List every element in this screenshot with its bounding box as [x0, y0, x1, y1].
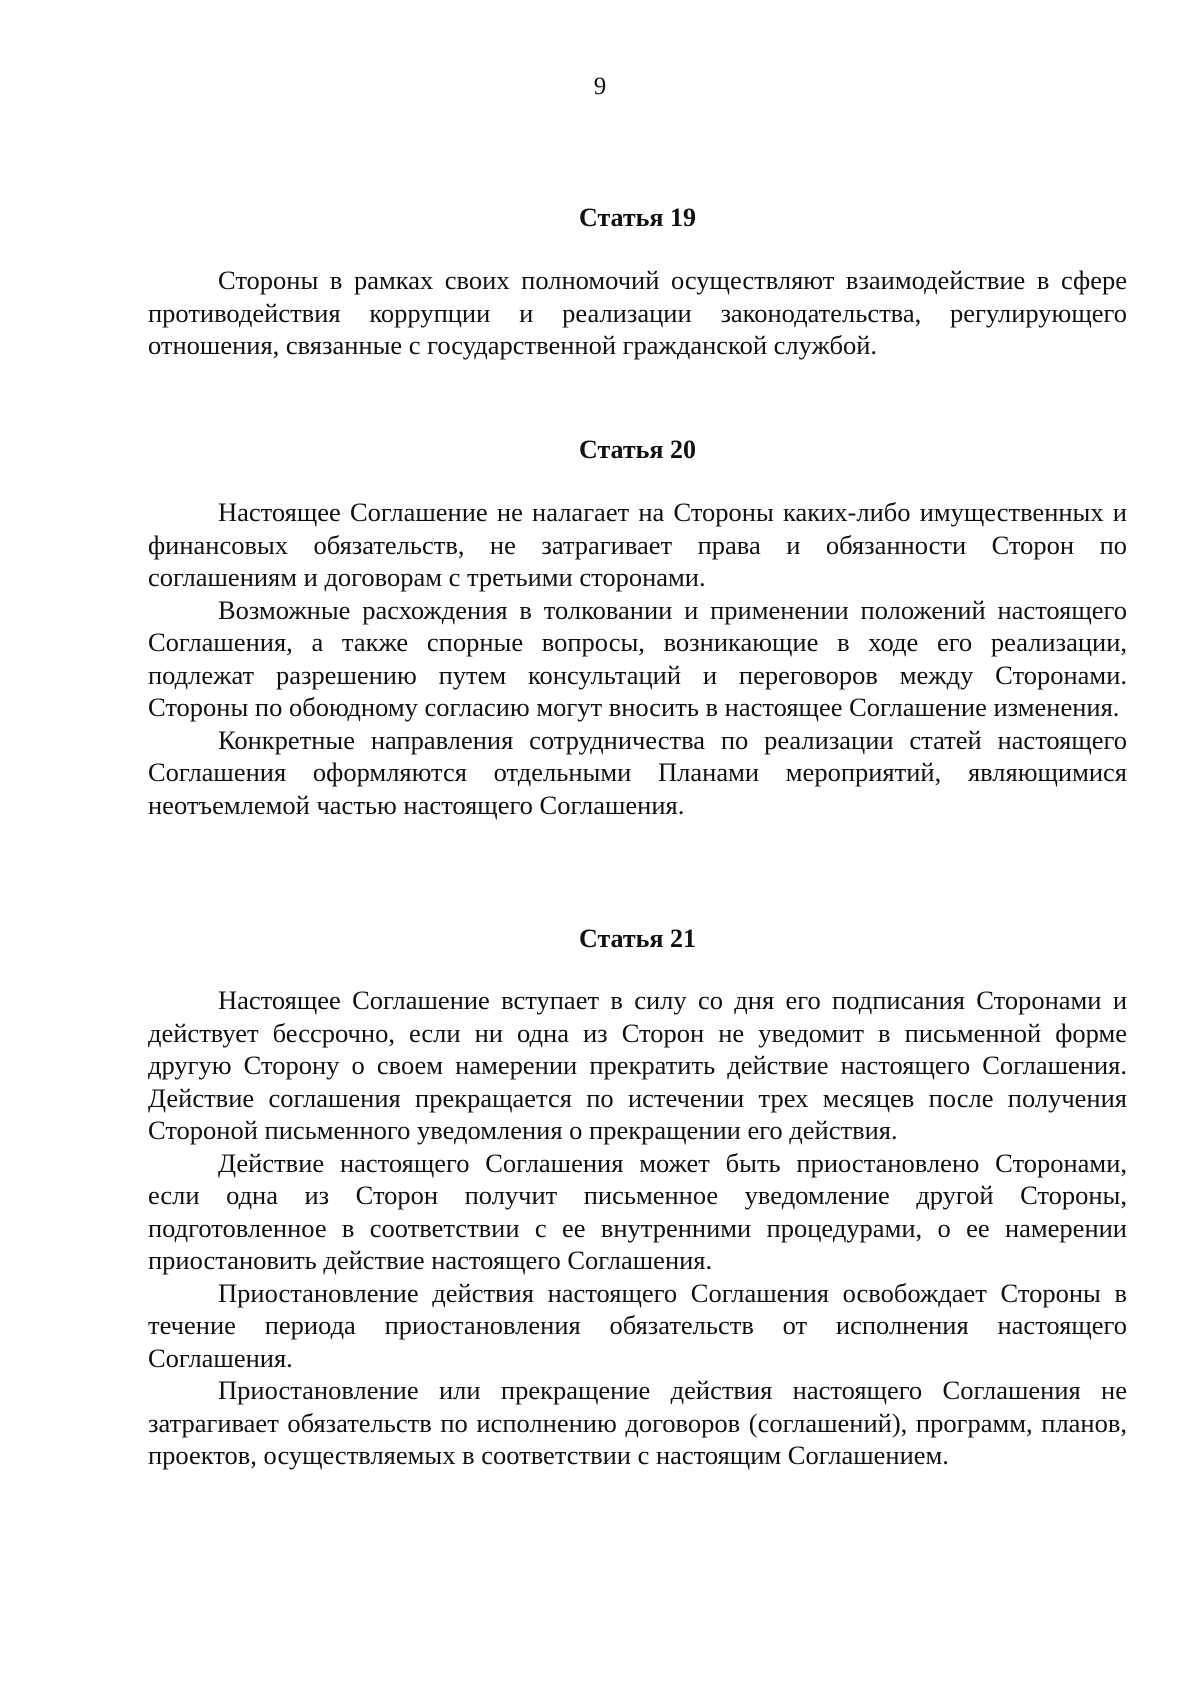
article-21-paragraph-1: Настоящее Соглашение вступает в силу со дня его подписания Сторонами и действует бессрочно, если ни одна из Сторон не уведомит в письменной форме другую Сторону о своем намерении прекратить действие настоящего Соглашения. Действие соглашения прекращается по истечении трех месяцев после получения Стороной письменного уведомления о прекращении его действия. — [148, 985, 1127, 1145]
page-number: 9 — [593, 73, 607, 100]
article-21-paragraph-2: Действие настоящего Соглашения может быть приостановлено Сторонами, если одна из Сторон получит письменное уведомление другой Стороны, подготовленное в соответствии с ее внутренними процедурами, о ее намерении приостановить действие настоящего Соглашения. — [148, 1147, 1127, 1275]
article-21 — [148, 923, 1127, 1472]
article-21-paragraph-3: Приостановление действия настоящего Соглашения освобождает Стороны в течение периода приостановления обязательств от исполнения настоящего Соглашения. — [148, 1277, 1127, 1373]
article-20-title: Статья 20 — [579, 435, 696, 464]
article-21-paragraph-4: Приостановление или прекращение действия настоящего Соглашения не затрагивает обязательств по исполнению договоров (соглашений), программ, планов, проектов, осуществляемых в соответствии с настоящим Соглашением. — [148, 1375, 1127, 1470]
article-19-title: Статья 19 — [579, 203, 696, 232]
article-21-title: Статья 21 — [579, 924, 696, 953]
article-20-paragraph-3: Конкретные направления сотрудничества по реализации статей настоящего Соглашения оформляются отдельными Планами мероприятий, являющимися неотъемлемой частью настоящего Соглашения. — [148, 724, 1127, 820]
article-19 — [148, 202, 1127, 362]
article-19-paragraph-1: Стороны в рамках своих полномочий осуществляют взаимодействие в сфере противодействия коррупции и реализации законодательства, регулирующего отношения, связанные с государственной гражданской службой. — [148, 265, 1127, 360]
article-20 — [148, 434, 1127, 821]
article-20-paragraph-2: Возможные расхождения в толковании и применении положений настоящего Соглашения, а также спорные вопросы, возникающие в ходе его реализации, подлежат разрешению путем консультаций и переговоров между Сторонами. Стороны по обоюдному согласию могут вносить в настоящее Соглашение изменения. — [148, 594, 1127, 722]
article-20-paragraph-1: Настоящее Соглашение не налагает на Стороны каких-либо имущественных и финансовых обязательств, не затрагивает права и обязанности Сторон по соглашениям и договорам с третьими сторонами. — [148, 497, 1127, 592]
